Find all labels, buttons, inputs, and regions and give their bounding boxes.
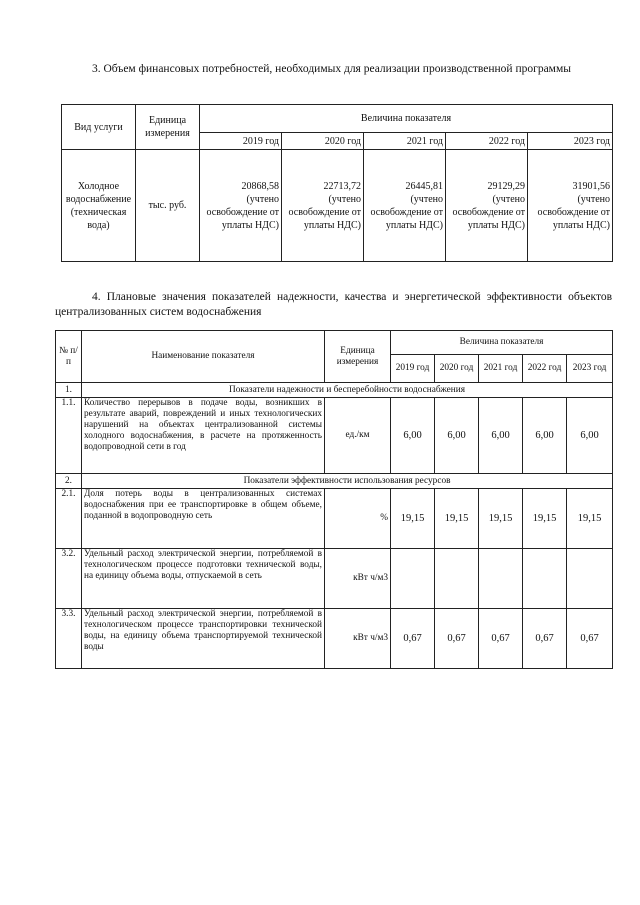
- row-number: 3.2.: [56, 549, 82, 609]
- indicator-unit: кВт ч/м3: [325, 549, 391, 609]
- value-note: (учтено освобождение от уплаты НДС): [370, 193, 443, 231]
- indicator-name: Количество перерывов в подаче воды, возникших в результате аварий, повреждений и иных технологических нарушений на объектах централизованной системы холодного водоснабжения, в расчете на протяженность водопроводной сети в год: [82, 398, 325, 474]
- group-title: Показатели эффективности использования ресурсов: [82, 474, 613, 489]
- year-header: 2020 год: [282, 133, 364, 150]
- indicator-value: 6,00: [523, 398, 567, 474]
- indicators-table: [55, 330, 613, 669]
- service-unit: тыс. руб.: [136, 150, 200, 262]
- col-header-name: Наименование показателя: [82, 331, 325, 383]
- col-header-num: № п/п: [56, 331, 82, 383]
- service-name: Холодное водоснабжение (техническая вода): [62, 150, 136, 262]
- group-number: 2.: [56, 474, 82, 489]
- year-header: 2022 год: [446, 133, 528, 150]
- value-cell: [446, 150, 528, 262]
- indicator-value: [523, 549, 567, 609]
- value-cell: [528, 150, 613, 262]
- indicator-value: 0,67: [479, 609, 523, 669]
- value-note: (учтено освобождение от уплаты НДС): [537, 193, 610, 231]
- year-header: 2020 год: [435, 355, 479, 383]
- indicator-value: 0,67: [523, 609, 567, 669]
- year-header: 2019 год: [200, 133, 282, 150]
- indicator-value: [391, 549, 435, 609]
- indicator-name: Доля потерь воды в централизованных системах водоснабжения при ее транспортировке в общем объеме, поданной в водопроводную сеть: [82, 489, 325, 549]
- indicator-value: 19,15: [391, 489, 435, 549]
- indicator-value: 19,15: [523, 489, 567, 549]
- value-amount: 31901,56: [572, 180, 610, 192]
- indicator-value: [567, 549, 613, 609]
- row-number: 1.1.: [56, 398, 82, 474]
- col-header-value: Величина показателя: [391, 331, 613, 355]
- indicator-unit: кВт ч/м3: [325, 609, 391, 669]
- row-number: 3.3.: [56, 609, 82, 669]
- indicator-value: 6,00: [435, 398, 479, 474]
- indicator-name: Удельный расход электрической энергии, потребляемой в технологическом процессе транспортировки технической воды, на единицу объема транспортируемой технической воды: [82, 609, 325, 669]
- indicator-value: 6,00: [567, 398, 613, 474]
- value-cell: [200, 150, 282, 262]
- col-header-unit: Единица измерения: [325, 331, 391, 383]
- col-header-value: Величина показателя: [200, 105, 613, 133]
- indicator-value: 0,67: [435, 609, 479, 669]
- financial-needs-table: [61, 104, 613, 262]
- indicator-unit: ед./км: [325, 398, 391, 474]
- value-amount: 26445,81: [405, 180, 443, 192]
- year-header: 2021 год: [479, 355, 523, 383]
- value-cell: [282, 150, 364, 262]
- value-note: (учтено освобождение от уплаты НДС): [288, 193, 361, 231]
- indicator-value: [479, 549, 523, 609]
- indicator-name: Удельный расход электрической энергии, потребляемой в технологическом процессе подготовки технической воды, на единицу объема воды, отпускаемой в сеть: [82, 549, 325, 609]
- section4-heading: 4. Плановые значения показателей надежности, качества и энергетической эффективности объектов централизованных систем водоснабжения: [55, 291, 612, 318]
- row-number: 2.1.: [56, 489, 82, 549]
- indicator-value: 6,00: [391, 398, 435, 474]
- value-amount: 22713,72: [323, 180, 361, 192]
- indicator-value: 6,00: [479, 398, 523, 474]
- section3-heading: 3. Объем финансовых потребностей, необходимых для реализации производственной программы: [92, 63, 571, 75]
- indicator-value: [435, 549, 479, 609]
- value-amount: 20868,58: [241, 180, 279, 192]
- value-note: (учтено освобождение от уплаты НДС): [452, 193, 525, 231]
- indicator-value: 19,15: [479, 489, 523, 549]
- indicator-value: 0,67: [391, 609, 435, 669]
- col-header-service: Вид услуги: [62, 105, 136, 150]
- value-amount: 29129,29: [487, 180, 525, 192]
- indicator-value: 19,15: [435, 489, 479, 549]
- value-note: (учтено освобождение от уплаты НДС): [206, 193, 279, 231]
- group-number: 1.: [56, 383, 82, 398]
- col-header-unit: Единица измерения: [136, 105, 200, 150]
- indicator-value: 0,67: [567, 609, 613, 669]
- indicator-unit: %: [325, 489, 391, 549]
- indicator-value: 19,15: [567, 489, 613, 549]
- year-header: 2023 год: [528, 133, 613, 150]
- value-cell: [364, 150, 446, 262]
- year-header: 2022 год: [523, 355, 567, 383]
- group-title: Показатели надежности и бесперебойности водоснабжения: [82, 383, 613, 398]
- year-header: 2019 год: [391, 355, 435, 383]
- year-header: 2023 год: [567, 355, 613, 383]
- year-header: 2021 год: [364, 133, 446, 150]
